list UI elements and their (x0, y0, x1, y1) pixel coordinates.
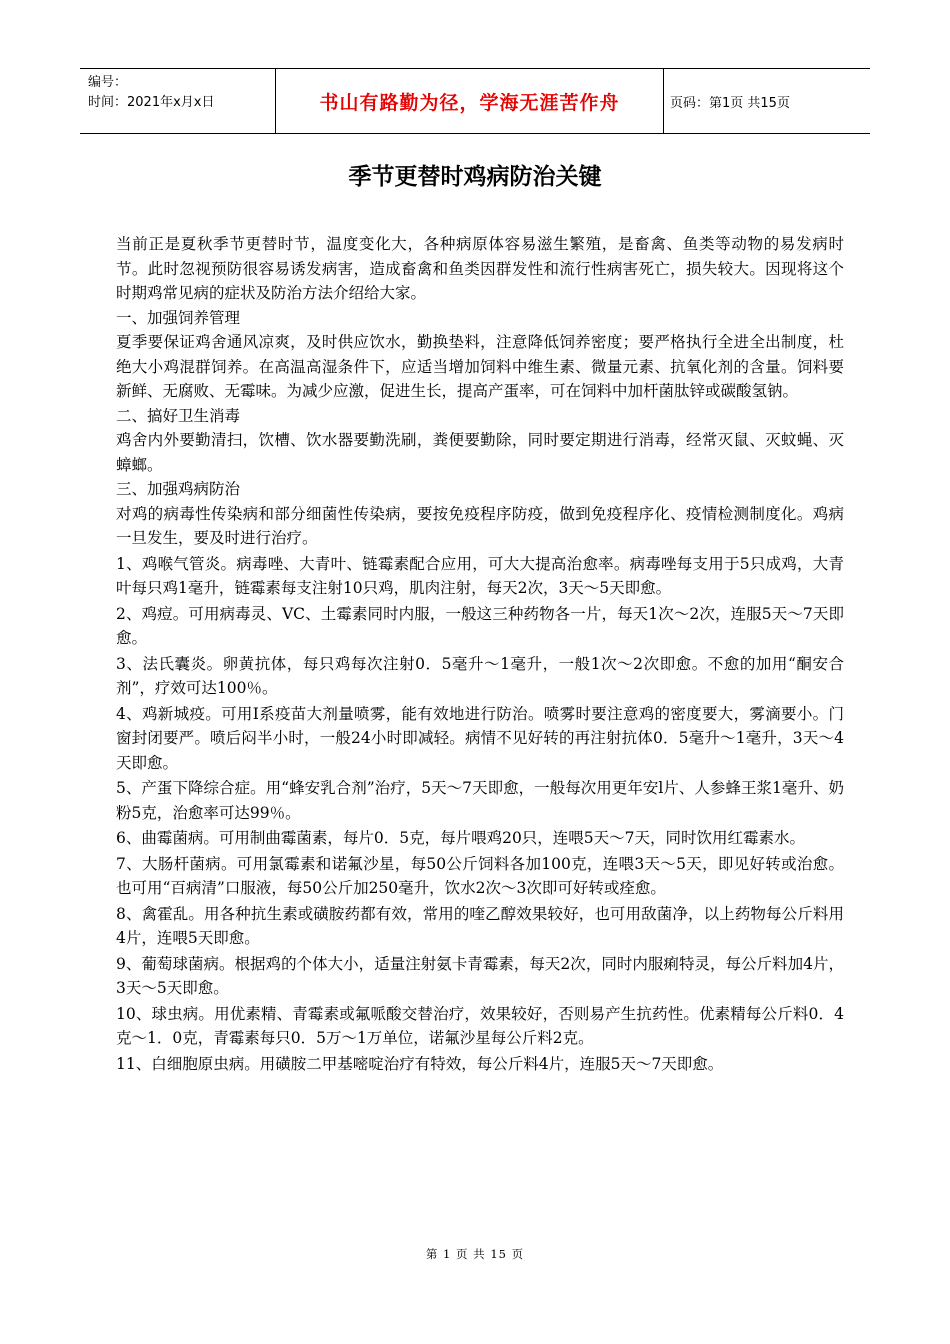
header-page-info: 页码：第1页 共15页 (670, 95, 790, 111)
paragraph-intro: 当前正是夏秋季节更替时节，温度变化大，各种病原体容易滋生繁殖，是畜禽、鱼类等动物的易发病时节。此时忽视预防很容易诱发病害，造成畜禽和鱼类因群发性和流行性病害死亡，损失较大。因现将这个时期鸡常见病的症状及防治方法介绍给大家。 (116, 235, 844, 302)
section-heading-2: 二、搞好卫生消毒 (116, 406, 241, 425)
list-item-4: 4、鸡新城疫。可用Ⅰ系疫苗大剂量喷雾，能有效地进行防治。喷雾时要注意鸡的密度要大，雾滴要小。门窗封闭要严。喷后闷半小时，一般24小时即减轻。病情不见好转的再注射抗体0．5毫升～1毫升，3天～4天即愈。 (116, 704, 844, 772)
list-item-5: 5、产蛋下降综合症。用“蜂安乳合剂”治疗，5天～7天即愈，一般每次用更年安l片、人参蜂王浆1毫升、奶粉5克，治愈率可达99％。 (116, 779, 844, 822)
paragraph-hygiene: 鸡舍内外要勤清扫，饮槽、饮水器要勤洗刷，粪便要勤除，同时要定期进行消毒，经常灭鼠、灭蚊蝇、灭蟑螂。 (116, 431, 844, 474)
page-footer: 第 1 页 共 15 页 (425, 1247, 525, 1261)
list-item-3: 3、法氏囊炎。卵黄抗体，每只鸡每次注射0．5毫升～1毫升，一般1次～2次即愈。不愈的加用“酮安合剂”，疗效可达100％。 (116, 654, 844, 697)
list-item-11: 11、白细胞原虫病。用磺胺二甲基嘧啶治疗有特效，每公斤料4片，连服5天～7天即愈。 (116, 1054, 724, 1073)
code-label: 编号： (88, 75, 128, 90)
page-header (80, 68, 870, 134)
paragraph-feeding: 夏季要保证鸡舍通风凉爽，及时供应饮水，勤换垫料，注意降低饲养密度；要严格执行全进全出制度，杜绝大小鸡混群饲养。在高温高湿条件下，应适当增加饲料中维生素、微量元素、抗氧化剂的含量。饲料要新鲜、无腐败、无霉味。为减少应激，促进生长，提高产蛋率，可在饲料中加杆菌肽锌或碳酸氢钠。 (116, 333, 844, 400)
list-item-8: 8、禽霍乱。用各种抗生素或磺胺药都有效，常用的喹乙醇效果较好，也可用敌菌净，以上药物每公斤料用4片，连喂5天即愈。 (116, 904, 844, 947)
list-item-9: 9、葡萄球菌病。根据鸡的个体大小，适量注射氨卡青霉素，每天2次，同时内服痢特灵，每公斤料加4片，3天～5天即愈。 (116, 954, 844, 997)
header-meta (80, 69, 276, 133)
section-heading-3: 三、加强鸡病防治 (116, 480, 241, 498)
document-body (116, 232, 844, 1076)
paragraph-prevention: 对鸡的病毒性传染病和部分细菌性传染病，要按免疫程序防疫，做到免疫程序化、疫情检测制度化。鸡病一旦发生，要及时进行治疗。 (116, 504, 844, 547)
header-motto: 书山有路勤为径，学海无涯苦作舟 (276, 69, 664, 133)
list-item-2: 2、鸡痘。可用病毒灵、VC、土霉素同时内服，一般这三种药物各一片，每天1次～2次，连服5天～7天即愈。 (116, 604, 844, 647)
list-item-7: 7、大肠杆菌病。可用氯霉素和诺氟沙星，每50公斤饲料各加100克，连喂3天～5天，即见好转或治愈。也可用“百病清”口服液，每50公斤加250毫升，饮水2次～3次即可好转或痊愈。 (116, 854, 844, 897)
section-heading-1: 一、加强饲养管理 (116, 308, 241, 327)
document-title: 季节更替时鸡病防治关键 (348, 164, 602, 190)
list-item-10: 10、球虫病。用优素精、青霉素或氟哌酸交替治疗，效果较好，否则易产生抗药性。优素精每公斤料0．4克～1．0克，青霉素每只0．5万～1万单位，诺氟沙星每公斤料2克。 (116, 1004, 844, 1047)
time-label: 时间：2021年x月x日 (88, 95, 215, 110)
list-item-1: 1、鸡喉气管炎。病毒唑、大青叶、链霉素配合应用，可大大提高治愈率。病毒唑每支用于5只成鸡，大青叶每只鸡1毫升，链霉素每支注射10只鸡，肌肉注射，每天2次，3天～5天即愈。 (116, 554, 844, 597)
list-item-6: 6、曲霉菌病。可用制曲霉菌素，每片0．5克，每片喂鸡20只，连喂5天～7天，同时饮用红霉素水。 (116, 829, 806, 847)
